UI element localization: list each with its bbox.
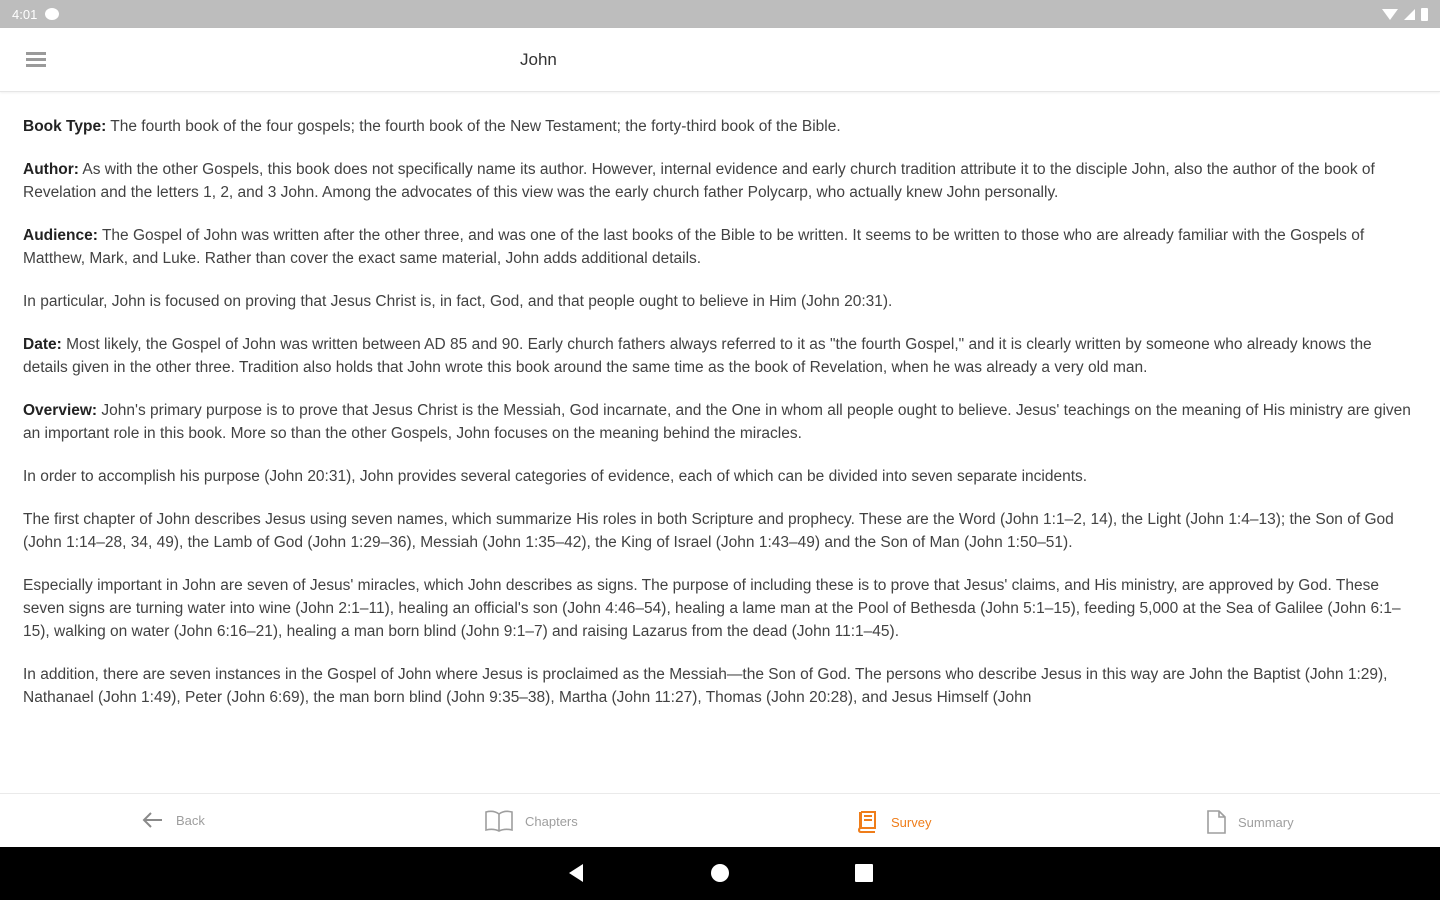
status-time: 4:01 (12, 6, 38, 22)
paragraph-names (23, 508, 1420, 554)
wifi-icon (1382, 9, 1398, 20)
paragraph-author (23, 158, 1420, 204)
nav-survey-label: Survey (891, 814, 932, 830)
arrow-left-icon (142, 810, 164, 830)
paragraph-text: John's primary purpose is to prove that Jesus Christ is the Messiah, God incarnate, and the One in whom all people ought to believe. Jesus' teachings on the meaning of His ministry are given an important role in this book. More so than the other Gospels, John focuses on the meaning behind the miracles. (23, 402, 1411, 442)
app-bar (0, 28, 1440, 92)
paragraph-label: Book Type: (23, 118, 107, 135)
paragraph-label: Author: (23, 161, 79, 178)
battery-icon (1421, 8, 1428, 21)
paragraph-text: Most likely, the Gospel of John was written between AD 85 and 90. Early church fathers always referred to it as "the fourth Gospel," and it is clearly written by someone who already knows the details given in the other three. Tradition also holds that John wrote this book around the same time as the book of Revelation, when he was already a very old man. (23, 336, 1372, 376)
message-icon (45, 8, 59, 20)
open-book-icon (485, 810, 513, 832)
nav-chapters-label: Chapters (525, 813, 578, 829)
paragraph-date (23, 333, 1420, 379)
nav-chapters-button[interactable] (485, 810, 578, 832)
paragraph-text: Especially important in John are seven of Jesus' miracles, which John describes as signs. The purpose of including these is to prove that Jesus' claims, and His ministry, are approved by God. These seven signs are turning water into wine (John 2:1–11), healing an official's son (John 4:46–54), healing a lame man at the Pool of Bethesda (John 5:1–15), feeding 5,000 at the Sea of Galilee (John 6:1–15), walking on water (John 6:16–21), healing a man born blind (John 9:1–7) and raising Lazarus from the dead (John 11:1–45). (23, 577, 1401, 640)
paragraph-text: In addition, there are seven instances in the Gospel of John where Jesus is proclaimed as the Messiah—the Son of God. The persons who describe Jesus in this way are John the Baptist (John 1:29), Nathanael (John 1:49), Peter (John 6:69), the man born blind (John 9:35–38), Martha (John 11:27), Thomas (John 20:28), and Jesus Himself (John (23, 666, 1388, 706)
page-title: John (520, 50, 557, 69)
paragraph-text: The fourth book of the four gospels; the fourth book of the New Testament; the forty-third book of the Bible. (106, 118, 841, 135)
paragraph-audience (23, 224, 1420, 270)
system-home-icon[interactable] (710, 863, 730, 883)
paragraph-text: In particular, John is focused on proving that Jesus Christ is, in fact, God, and that people ought to believe in Him (John 20:31). (23, 293, 893, 310)
book-icon (855, 810, 879, 834)
paragraph-text: As with the other Gospels, this book does not specifically name its author. However, internal evidence and early church tradition attribute it to the disciple John, also the author of the book of Revelation and the letters 1, 2, and 3 John. Among the advocates of this view was the early church father Polycarp, who actually knew John personally. (23, 161, 1375, 201)
system-back-icon[interactable] (566, 863, 586, 883)
document-icon (1206, 810, 1226, 834)
signal-icon (1404, 9, 1415, 20)
paragraph-text: The first chapter of John describes Jesus using seven names, which summarize His roles in both Scripture and prophecy. These are the Word (John 1:1–2, 14), the Light (John 1:4–13); the Son of God (John 1:14–28, 34, 49), the Lamb of God (John 1:29–36), Messiah (John 1:35–42), the King of Israel (John 1:43–49) and the Son of Man (John 1:50–51). (23, 511, 1394, 551)
paragraph-proclamations (23, 663, 1420, 709)
system-nav-bar (0, 847, 1440, 900)
paragraph-purpose (23, 465, 1420, 488)
status-icons (1382, 8, 1428, 21)
paragraph-book-type (23, 115, 1420, 138)
status-bar (0, 0, 1440, 28)
bottom-nav (0, 793, 1440, 847)
paragraph-text: The Gospel of John was written after the other three, and was one of the last books of the Bible to be written. It seems to be written to those who are already familiar with the Gospels of Matthew, Mark, and Luke. Rather than cover the exact same material, John adds additional details. (23, 227, 1365, 267)
paragraph-text: In order to accomplish his purpose (John 20:31), John provides several categories of evidence, each of which can be divided into seven separate incidents. (23, 468, 1088, 485)
survey-content[interactable] (0, 93, 1440, 790)
menu-icon[interactable] (26, 52, 46, 68)
paragraph-signs (23, 574, 1420, 643)
nav-back-button[interactable] (142, 810, 205, 830)
paragraph-label: Audience: (23, 227, 98, 244)
paragraph-overview (23, 399, 1420, 445)
nav-summary-button[interactable] (1206, 810, 1294, 834)
paragraph-label: Date: (23, 336, 62, 353)
nav-summary-label: Summary (1238, 814, 1294, 830)
system-recents-icon[interactable] (855, 864, 873, 882)
paragraph-label: Overview: (23, 402, 98, 419)
nav-survey-button[interactable] (855, 810, 931, 834)
nav-back-label: Back (176, 812, 205, 828)
paragraph-focus (23, 290, 1420, 313)
